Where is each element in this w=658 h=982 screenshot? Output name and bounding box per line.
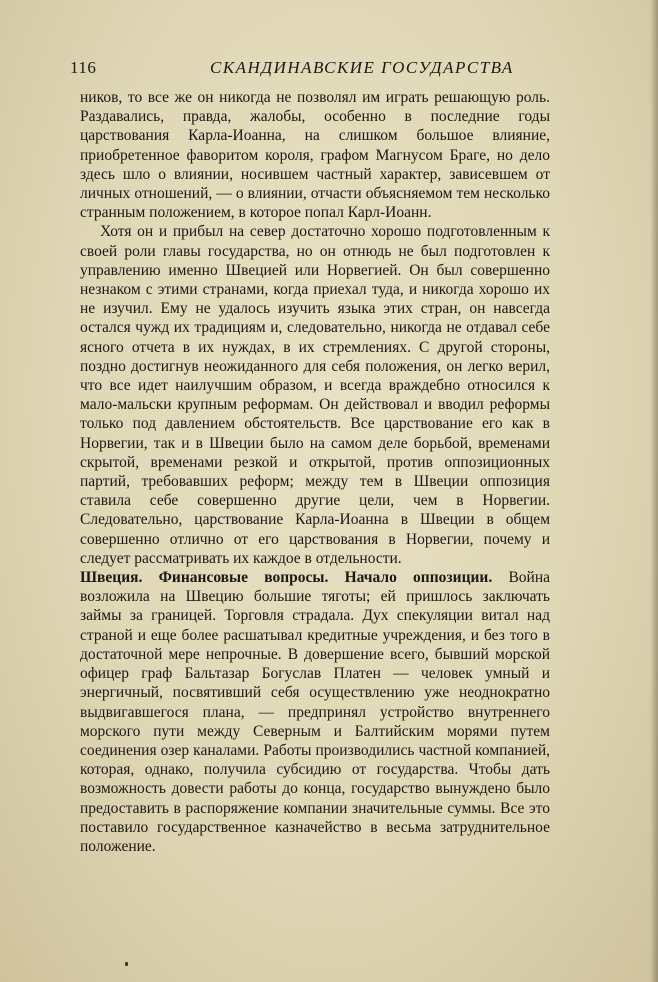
section-paragraph: [80, 568, 550, 856]
running-title: СКАНДИНАВСКИЕ ГОСУДАРСТВА: [210, 58, 514, 77]
ink-speck: [125, 962, 128, 966]
paragraph: Хотя он и прибыл на север достаточно хорошо подготовленным к своей роли главы государства, но он отнюдь не был подготовлен к управлению именно Швецией или Норвегией. Он был совершенно незнаком с этими странами, когда приехал туда, и никогда хорошо их не изучил. Ему не удалось изучить языка этих стран, он навсегда остался чужд их традициям и, следовательно, никогда не отдавал себе ясного отчета в их нуждах, в их стремлениях. С другой стороны, поздно достигнув неожиданного для себя положения, он легко верил, что все идет наилучшим образом, и всегда враждебно относился к мало-мальски крупным реформам. Он действовал и вводил реформы только под давлением обстоятельств. Все царствование его как в Норвегии, так и в Швеции было на самом деле борьбой, временами скрытой, временами резкой и открытой, против оппозиционных партий, требовавших реформ; между тем в Швеции оппозиция ставила себе совершенно другие цели, чем в Норвегии. Следовательно, царствование Карла-Иоанна в Швеции в общем совершенно отлично от его царствования в Норвегии, почему и следует рассматривать их каждое в отдельности.: [80, 223, 550, 567]
body-text: [80, 88, 550, 856]
page-edge-shadow: [650, 0, 658, 982]
section-paragraph-text: Война возложила на Швецию большие тяготы; ей пришлось заключать займы за границей. Торговля страдала. Дух спекуляции витал над страной и еще более расшатывал кредитные учреждения, и без того в достаточной мере непрочные. В довершение всего, бывший морской офицер граф Бальтазар Богуслав Платен — человек умный и энергичный, посвятивший себя осуществлению уже неоднократно выдвигавшегося плана, — предпринял устройство внутреннего морского пути между Северным и Балтийским морями путем соединения озер каналами. Работы производились частной компанией, которая, однако, получила субсидию от государства. Чтобы дать возможность довести работы до конца, государство вынуждено было предоставить в распоряжение компании значительные суммы. Все это поставило государственное казначейство в весьма затруднительное положение.: [80, 569, 551, 855]
paragraph-continuation: ников, то все же он никогда не позволял им играть решающую роль. Раздавались, правда, жалобы, особенно в последние годы царствования Карла-Иоанна, на слишком большое влияние, приобретенное фаворитом короля, графом Магнусом Браге, но дело здесь шло о влиянии, носившем частный характер, зависевшем от личных отношений, — о влиянии, отчасти объясняемом тем несколько странным положением, в которое попал Карл-Иоанн.: [80, 89, 550, 222]
running-head: [70, 58, 542, 82]
page-number: 116: [70, 58, 97, 77]
section-heading: Швеция. Финансовые вопросы. Начало оппозиции.: [80, 569, 493, 587]
